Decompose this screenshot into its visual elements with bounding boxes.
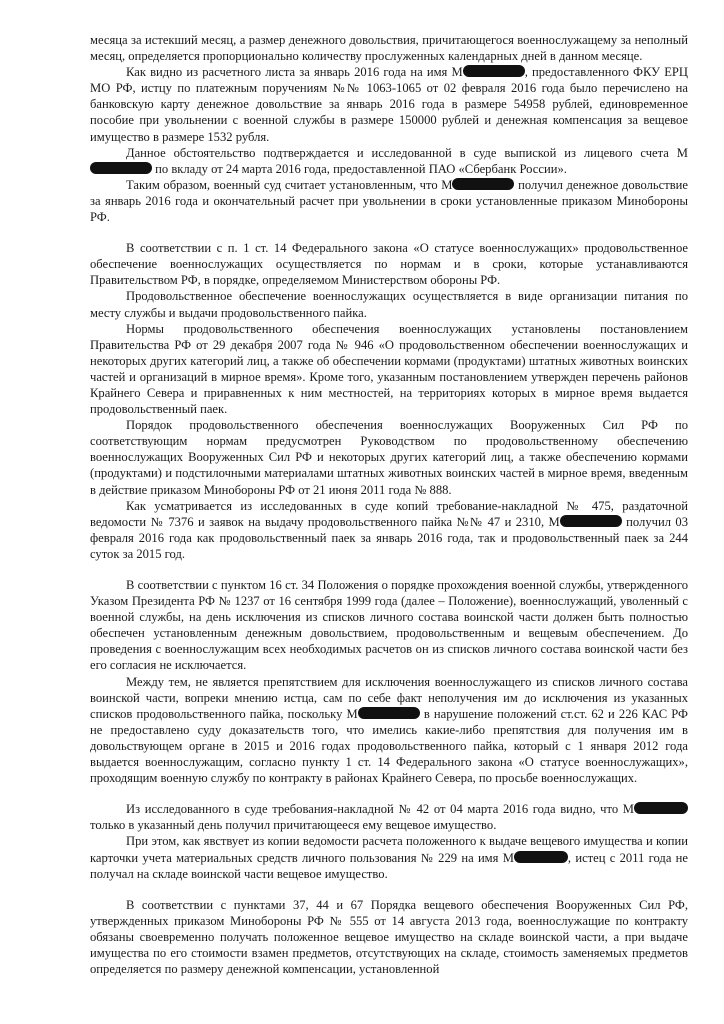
paragraph-14: В соответствии с пунктами 37, 44 и 67 Порядка вещевого обеспечения Вооруженных Сил РФ, утвержденных приказом Минобороны РФ № 555 от 14 августа 2013 года, военнослужащие по контракту обязаны своевременно получать положенное вещевое имущество на складе воинской части, а при выдаче имущества по его стоимости взамен предметов, отсутствующих на складе, стоимость заменяемых предметов определяется по размеру денежной компенсации, установленной	[90, 897, 688, 977]
paragraph-2: Как видно из расчетного листа за январь 2016 года на имя М , предоставленного ФКУ ЕРЦ МО РФ, истцу по платежным поручениям №№ 1063-1065 от 02 февраля 2016 года было перечислено на банковскую карту денежное довольствие за январь 2016 года в размере 54958 рублей, единовременное пособие при увольнении с военной службы в размере 150000 рублей и денежная компенсация за вещевое имущество в размере 1532 рубля.	[90, 65, 688, 144]
paragraph-7: Нормы продовольственного обеспечения военнослужащих установлены постановлением Правительства РФ от 29 декабря 2007 года № 946 «О продовольственном обеспечении военнослужащих и некоторых других категорий лиц, а также об обеспечении кормами (продуктами) штатных животных воинских частей и организаций в мирное время». Кроме того, указанным постановлением утвержден перечень районов Крайнего Севера и приравненных к ним местностей, на территориях которых в мирное время выдается продовольственный паек.	[90, 321, 688, 417]
redaction-mark	[560, 515, 622, 527]
paragraph-6: Продовольственное обеспечение военнослужащих осуществляется в виде организации питания по месту службы и выдачи продовольственного пайка.	[90, 289, 688, 320]
paragraph-gap	[90, 786, 688, 801]
redaction-mark	[634, 802, 688, 814]
paragraph-1: месяца за истекший месяц, а размер денежного довольствия, причитающегося военнослужащему за неполный месяц, определяется пропорционально количеству прослуженных календарных дней в данном месяце.	[90, 33, 688, 64]
paragraph-gap	[90, 225, 688, 240]
paragraph-4: Таким образом, военный суд считает установленным, что М получил денежное довольствие за январь 2016 года и окончательный расчет при увольнении в сроки установленные приказом Минобороны РФ.	[90, 177, 689, 225]
redaction-mark	[358, 707, 420, 719]
paragraph-13: При этом, как явствует из копии ведомости расчета положенного к выдаче вещевого имущества и копии карточки учета материальных средств личного пользования № 229 на имя М , истец с 2011 года не получал на складе воинской части вещевое имущество.	[90, 834, 689, 881]
redaction-mark	[463, 65, 525, 77]
redaction-mark	[514, 851, 568, 863]
paragraph-5: В соответствии с п. 1 ст. 14 Федерального закона «О статусе военнослужащих» продовольственное обеспечение военнослужащих осуществляется по нормам и в сроки, которые устанавливаются Правительством РФ, в порядке, определяемом Министерством обороны РФ.	[90, 241, 688, 288]
paragraph-gap	[90, 562, 688, 577]
paragraph-10: В соответствии с пунктом 16 ст. 34 Положения о порядке прохождения военной службы, утвержденного Указом Президента РФ № 1237 от 16 сентября 1999 года (далее – Положение), военнослужащий, уволенный с военной службы, на день исключения из списков личного состава воинской части должен быть полностью обеспечен установленным денежным довольствием, продовольственным и вещевым обеспечением. До проведения с военнослужащим всех необходимых расчетов он из списков личного состава воинской части без его согласия не исключается.	[90, 578, 688, 673]
document-page	[90, 32, 688, 977]
redaction-mark	[90, 162, 152, 174]
paragraph-11: Между тем, не является препятствием для исключения военнослужащего из списков личного состава воинской части, вопреки мнению истца, сам по себе факт неполучения им до исключения из указанных списков продовольственного пайка, поскольку М в нарушение положений ст.ст. 62 и 226 КАС РФ не предоставлено суду доказательств того, что имелись какие-либо препятствия для получения им в довольствующем органе в 2015 и 2016 годах продовольственного пайка, который с 1 января 2012 года выдается военнослужащим, согласно пункту 1 ст. 14 Федерального закона «О статусе военнослужащих», проходящим военную службу по контракту в районах Крайнего Севера, по просьбе военнослужащих.	[90, 674, 688, 786]
redaction-mark	[452, 178, 514, 190]
paragraph-12: Из исследованного в суде требования-накладной № 42 от 04 марта 2016 года видно, что М только в указанный день получил причитающееся ему вещевое имущество.	[90, 801, 688, 833]
paragraph-3: Данное обстоятельство подтверждается и исследованной в суде выпиской из лицевого счета М по вкладу от 24 марта 2016 года, предоставленной ПАО «Сбербанк России».	[90, 145, 688, 177]
paragraph-8: Порядок продовольственного обеспечения военнослужащих Вооруженных Сил РФ по соответствующим нормам предусмотрен Руководством по продовольственному обеспечению военнослужащих Вооруженных Сил РФ и некоторых других категорий лиц, а также обеспечению кормами (продуктами) и подстилочными материалами штатных животных воинских частей в мирное время, введенным в действие приказом Минобороны РФ от 21 июня 2011 года № 888.	[90, 418, 688, 497]
paragraph-9: Как усматривается из исследованных в суде копий требование-накладной № 475, раздаточной ведомости № 7376 и заявок на выдачу продовольственного пайка №№ 47 и 2310, М получил 03 февраля 2016 года как продовольственный паек за январь 2016 года, так и продовольственный паек за 244 суток за 2015 год.	[90, 498, 689, 561]
paragraph-gap	[90, 882, 688, 897]
